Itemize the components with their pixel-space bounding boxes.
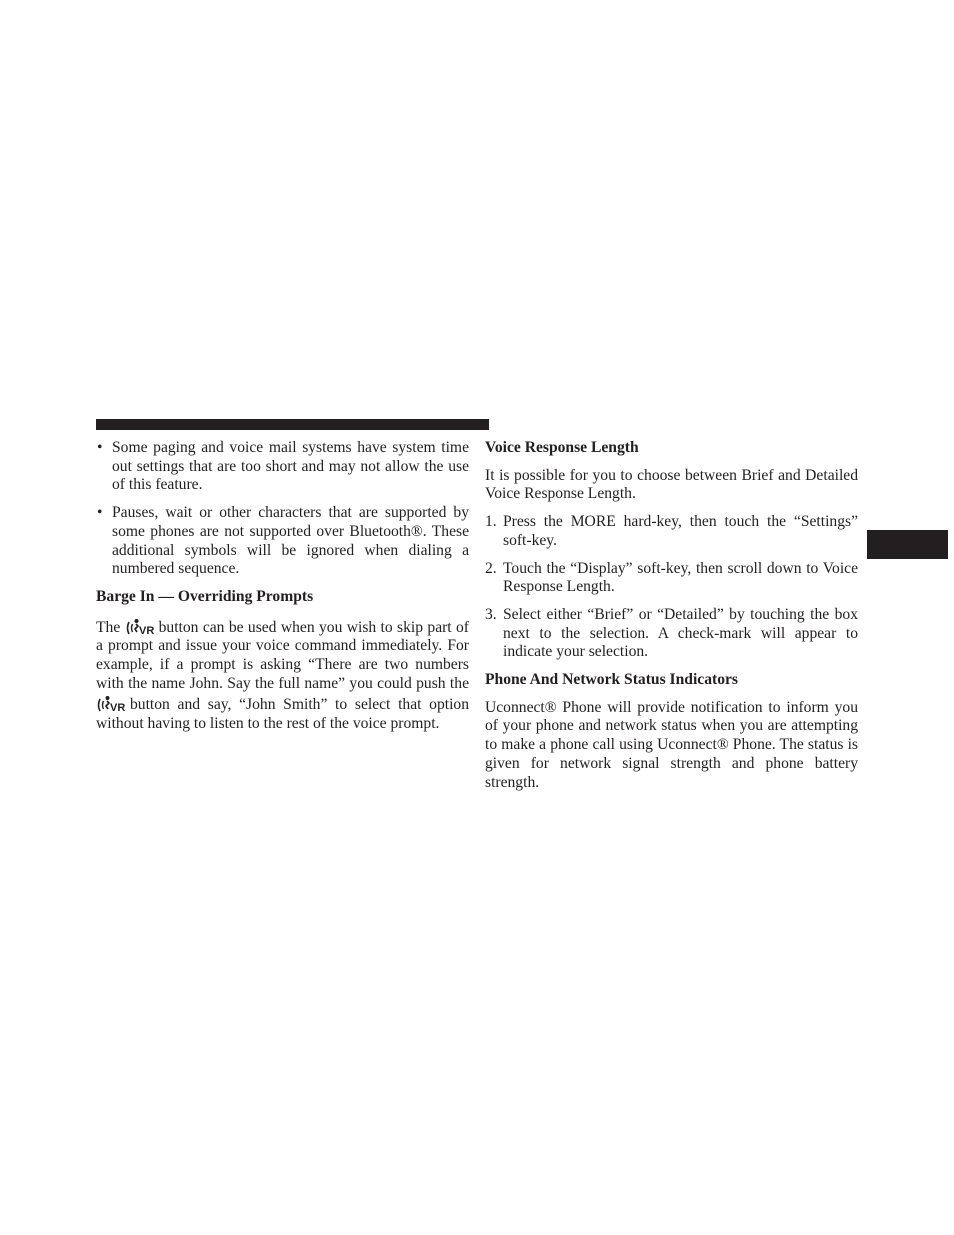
voice-command-vr-icon <box>125 616 159 636</box>
bullet-text: Pauses, wait or other characters that are supported by some phones are not supported over Bluetooth®. These additional symbols will be ignored when dialing a numbered sequence. <box>112 504 469 578</box>
bullet-item <box>96 504 469 579</box>
para-text-1: The <box>96 618 125 636</box>
status-indicators-heading: Phone And Network Status Indicators <box>485 671 738 689</box>
step-number: 2. <box>485 559 497 577</box>
bullet-icon: • <box>97 504 103 522</box>
step-number: 3. <box>485 605 497 623</box>
step-text: Select either “Brief” or “Detailed” by touching the box next to the selection. A check-mark will appear to indicate your selection. <box>503 605 858 661</box>
right-column <box>485 439 858 792</box>
numbered-step <box>485 560 858 597</box>
left-column <box>96 439 469 743</box>
numbered-step <box>485 606 858 662</box>
step-number: 1. <box>485 513 497 531</box>
bullet-item <box>96 439 469 495</box>
bullet-icon: • <box>97 439 103 456</box>
voice-command-vr-icon <box>96 693 130 713</box>
step-text: Touch the “Display” soft-key, then scroll down to Voice Response Length. <box>503 559 858 596</box>
numbered-step <box>485 513 858 550</box>
vr-icon-label: VR <box>138 624 154 636</box>
barge-in-heading: Barge In — Overriding Prompts <box>96 587 314 605</box>
section-header-bar <box>96 419 489 430</box>
vr-icon-label: VR <box>110 702 126 714</box>
para-text-2: button can be used when you wish to skip part of a prompt and issue your voice command immediately. For example, if a prompt is asking “There are two numbers with the name John. Say the full name” you could push the <box>96 618 469 692</box>
barge-in-paragraph <box>96 616 469 734</box>
chapter-tab <box>867 530 948 559</box>
bullet-text: Some paging and voice mail systems have system time out settings that are too short and may not allow the use of this feature. <box>112 439 469 494</box>
voice-response-length-heading: Voice Response Length <box>485 439 639 456</box>
voice-response-intro: It is possible for you to choose between Brief and Detailed Voice Response Length. <box>485 466 858 503</box>
status-indicators-paragraph: Uconnect® Phone will provide notification to inform you of your phone and network status when you are attempting to make a phone call using Uconnect® Phone. The status is given for network signal strength and phone battery strength. <box>485 698 858 791</box>
step-text: Press the MORE hard-key, then touch the “Settings” soft-key. <box>503 513 858 549</box>
para-text-3: button and say, “John Smith” to select that option without having to listen to the rest of the voice prompt. <box>96 696 469 733</box>
